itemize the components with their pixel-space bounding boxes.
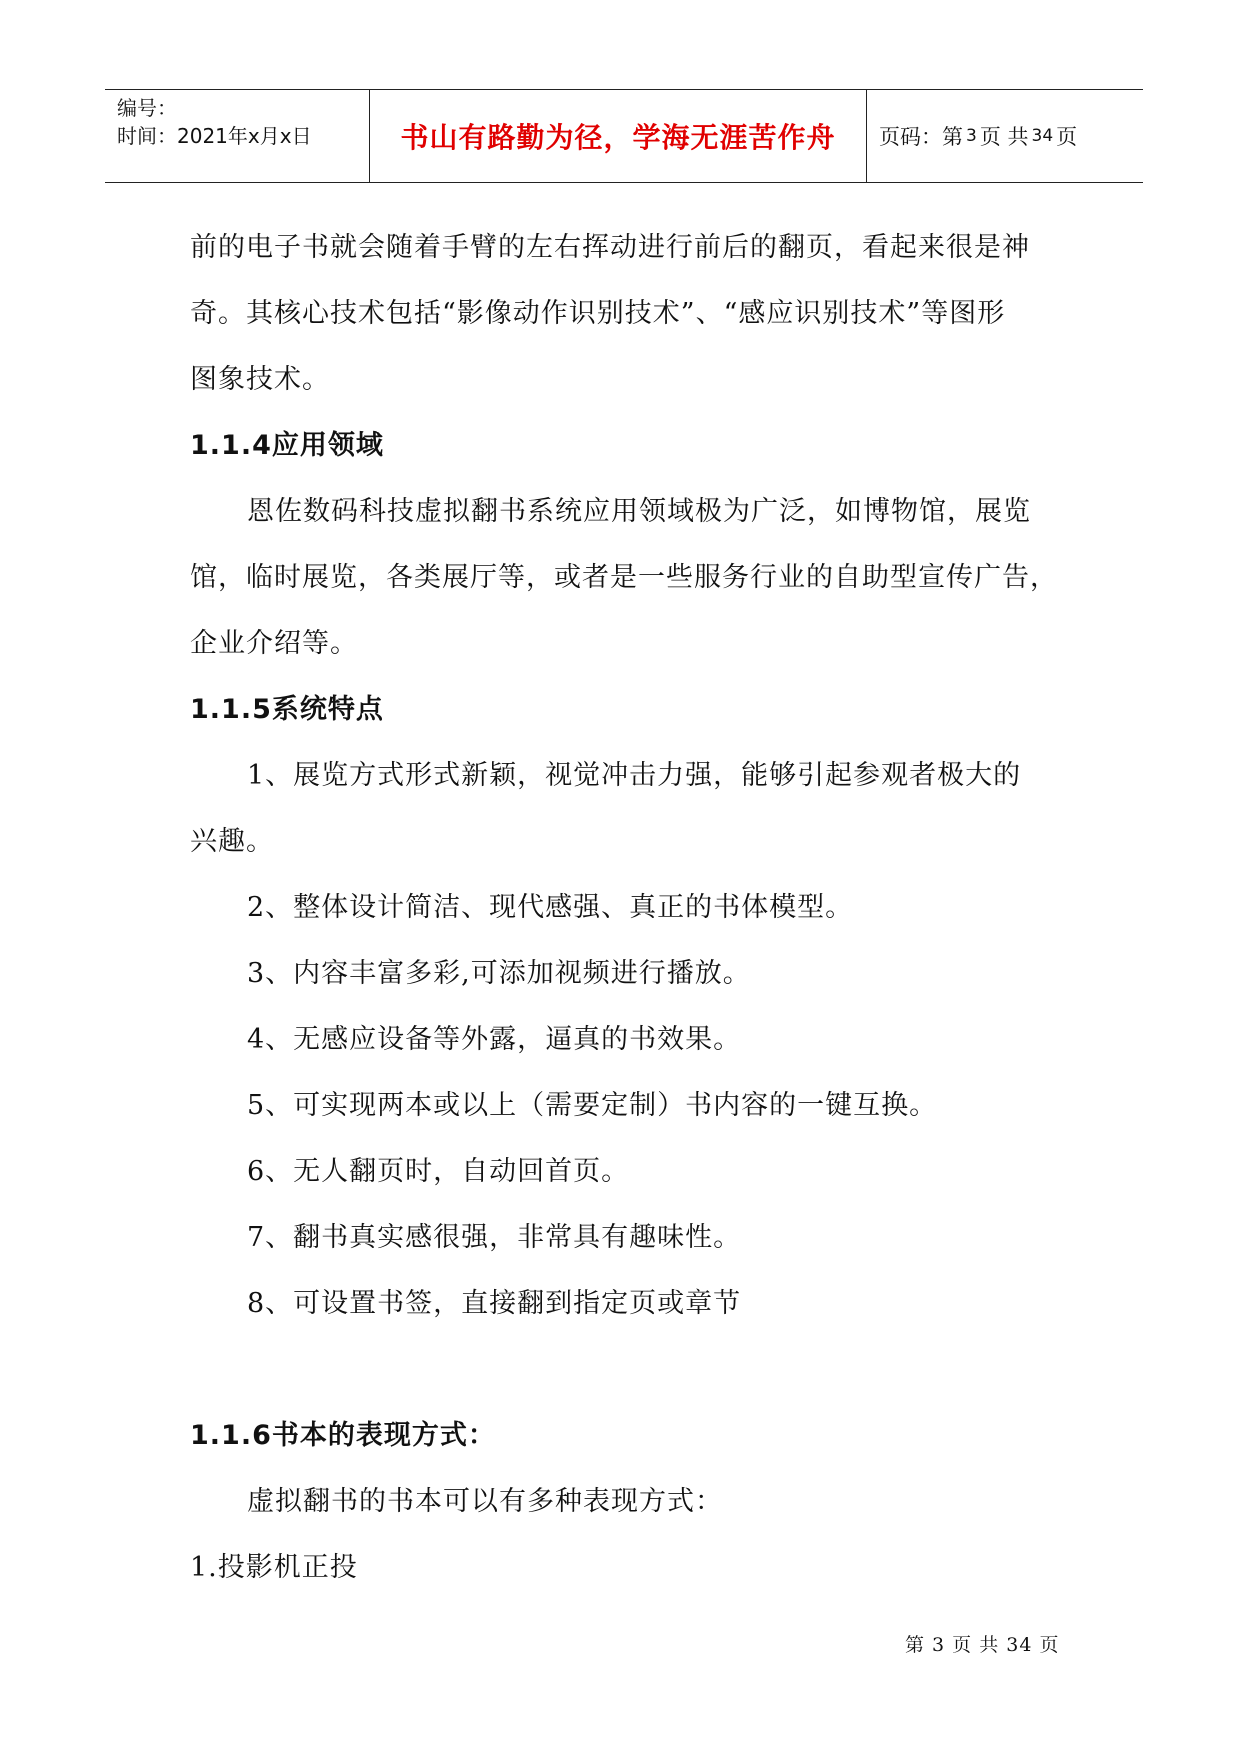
feature-item-1-cont: 兴趣。 <box>190 826 274 857</box>
paragraph-line: 前的电子书就会随着手臂的左右挥动进行前后的翻页，看起来很是神 <box>190 232 1030 263</box>
paragraph-line: 图象技术。 <box>190 364 330 395</box>
page-current: 3 <box>966 126 977 146</box>
feature-item-2: 2、整体设计简洁、现代感强、真正的书体模型。 <box>247 892 854 923</box>
header-motto-cell <box>370 90 867 182</box>
page-suffix: 页 <box>1056 125 1078 149</box>
document-time: 时间：2021年x月x日 <box>117 124 312 148</box>
page-middle: 页 共 <box>979 125 1029 149</box>
document-body <box>190 215 1070 1601</box>
paragraph-line: 企业介绍等。 <box>190 628 358 659</box>
page-total: 34 <box>1031 126 1054 146</box>
document-number-label: 编号： <box>117 96 177 120</box>
paragraph-line: 恩佐数码科技虚拟翻书系统应用领域极为广泛，如博物馆，展览 <box>247 496 1031 527</box>
section-heading-1-1-4: 1.1.4应用领域 <box>190 430 384 461</box>
feature-item-1: 1、展览方式形式新颖，视觉冲击力强，能够引起参观者极大的 <box>247 760 1022 791</box>
paragraph-line: 馆，临时展览，各类展厅等，或者是一些服务行业的自助型宣传广告， <box>190 562 1058 593</box>
feature-item-4: 4、无感应设备等外露，逼真的书效果。 <box>247 1024 742 1055</box>
page-prefix: 页码：第 <box>879 125 963 149</box>
feature-item-7: 7、翻书真实感很强，非常具有趣味性。 <box>247 1222 742 1253</box>
paragraph-line: 奇。其核心技术包括“影像动作识别技术”、“感应识别技术”等图形 <box>190 298 1006 329</box>
feature-item-8: 8、可设置书签，直接翻到指定页或章节 <box>247 1288 742 1319</box>
paragraph-line: 虚拟翻书的书本可以有多种表现方式： <box>247 1486 723 1517</box>
header-page-info <box>867 90 1143 182</box>
blank-line <box>190 1337 1070 1403</box>
header-meta <box>105 90 370 182</box>
page-header <box>105 89 1143 183</box>
page-footer: 第 3 页 共 34 页 <box>905 1634 1060 1656</box>
section-heading-1-1-5: 1.1.5系统特点 <box>190 694 384 725</box>
feature-item-3: 3、内容丰富多彩,可添加视频进行播放。 <box>247 958 751 989</box>
list-item: 1.投影机正投 <box>190 1552 358 1583</box>
feature-item-5: 5、可实现两本或以上（需要定制）书内容的一键互换。 <box>247 1090 938 1121</box>
feature-item-6: 6、无人翻页时，自动回首页。 <box>247 1156 630 1187</box>
motto-text: 书山有路勤为径，学海无涯苦作舟 <box>400 121 836 154</box>
section-heading-1-1-6: 1.1.6书本的表现方式： <box>190 1420 496 1451</box>
